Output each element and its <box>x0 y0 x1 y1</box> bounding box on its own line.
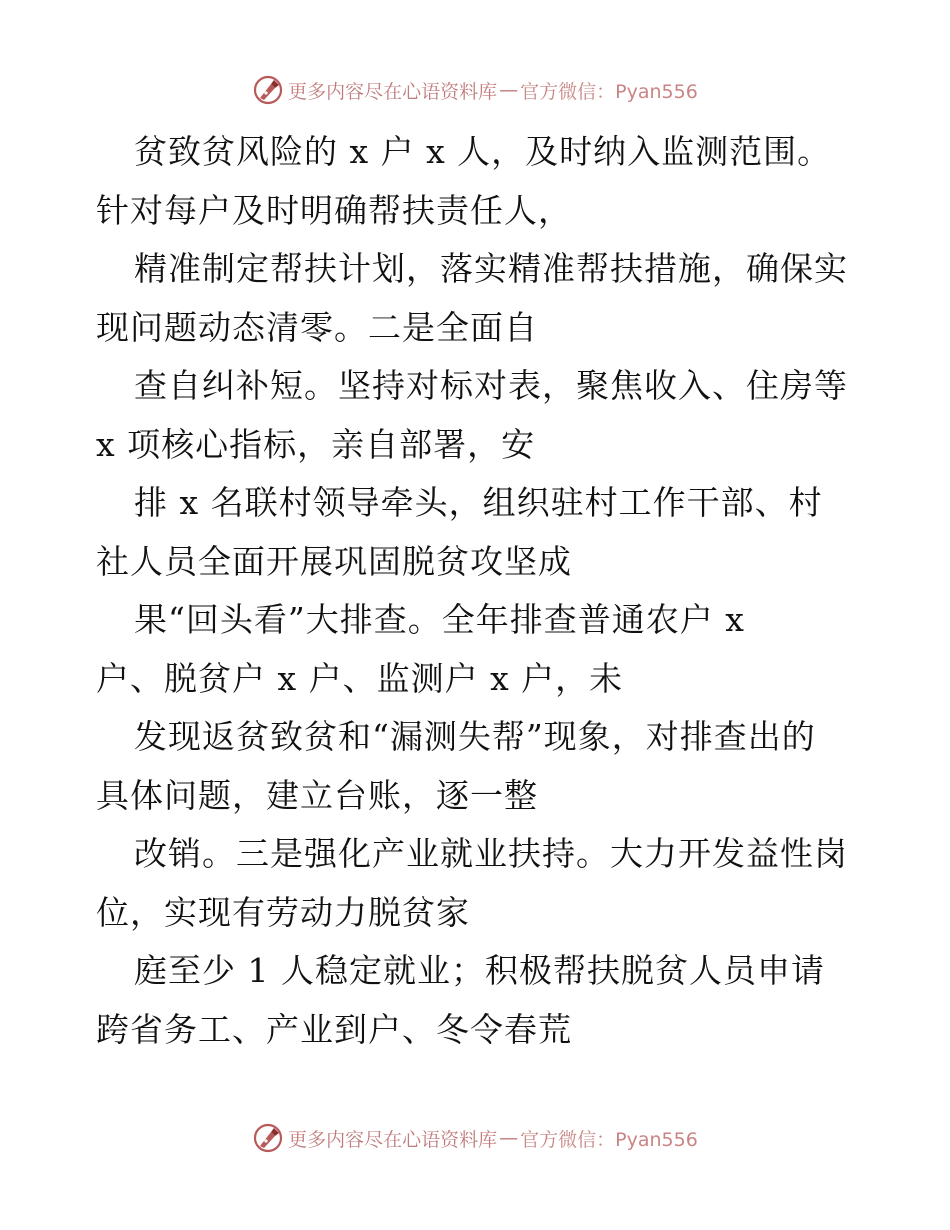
body-line: 查自纠补短。坚持对标对表，聚焦收入、住房等 <box>134 366 848 405</box>
body-line: 跨省务工、产业到户、冬令春荒 <box>96 1009 572 1049</box>
body-line: 现问题动态清零。二是全面自 <box>96 307 538 347</box>
body-line: 发现返贫致贫和“漏测失帮”现象，对排查出的 <box>134 717 816 756</box>
pen-nib-logo-icon <box>252 74 284 106</box>
watermark-contact: 官方微信：Pyan556 <box>520 1128 698 1151</box>
body-line: 果“回头看”大排查。全年排查普通农户 x <box>134 600 745 639</box>
watermark-text: 更多内容尽在心语资料库 <box>288 80 498 103</box>
pen-nib-logo-icon <box>252 1122 284 1154</box>
footer-watermark <box>0 1121 950 1155</box>
body-line: 排 x 名联村领导牵头，组织驻村工作干部、村 <box>134 483 823 522</box>
body-line: 户、脱贫户 x 户、监测户 x 户，未 <box>96 658 624 698</box>
body-line: 针对每户及时明确帮扶责任人， <box>96 190 572 230</box>
document-body <box>96 123 866 1059</box>
watermark-contact: 官方微信：Pyan556 <box>520 80 698 103</box>
watermark-text: 更多内容尽在心语资料库 <box>288 1128 498 1151</box>
body-line: 位，实现有劳动力脱贫家 <box>96 892 470 932</box>
body-line: x 项核心指标，亲自部署，安 <box>96 424 536 464</box>
body-line: 具体问题，建立台账，逐一整 <box>96 775 538 815</box>
body-line: 精准制定帮扶计划，落实精准帮扶措施，确保实 <box>134 249 848 288</box>
body-line: 社人员全面开展巩固脱贫攻坚成 <box>96 541 572 581</box>
body-line: 庭至少 1 人稳定就业；积极帮扶脱贫人员申请 <box>134 951 825 990</box>
watermark-separator: — <box>499 1127 519 1149</box>
body-line: 改销。三是强化产业就业扶持。大力开发益性岗 <box>134 834 848 873</box>
body-line: 贫致贫风险的 x 户 x 人，及时纳入监测范围。 <box>134 132 832 171</box>
watermark-separator: — <box>499 79 519 101</box>
header-watermark <box>0 73 950 107</box>
